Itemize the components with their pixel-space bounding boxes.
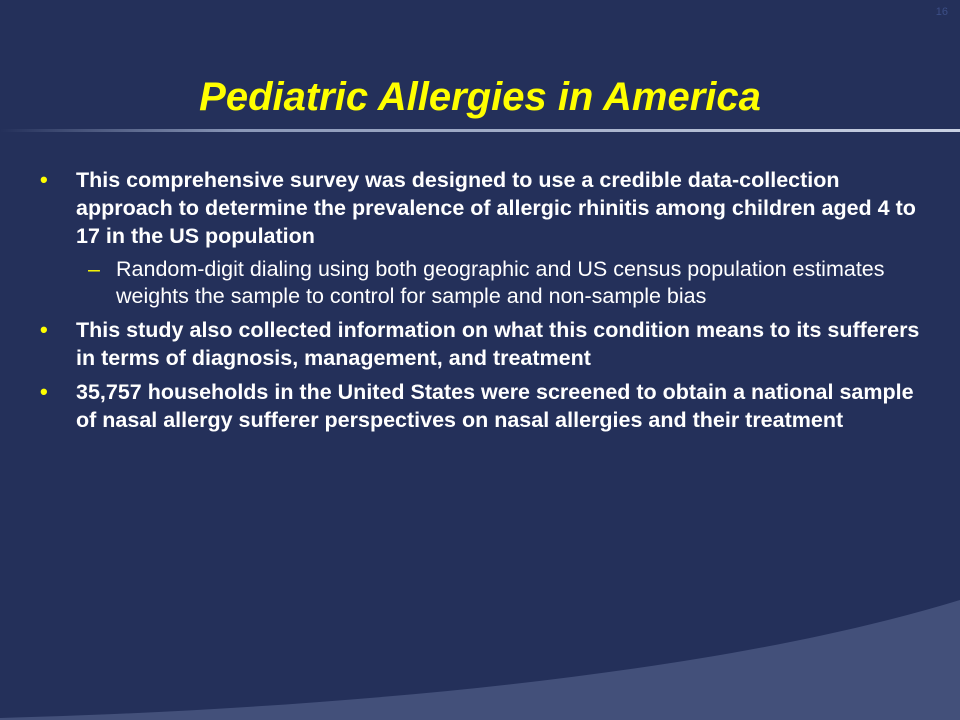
sub-bullet-text: Random-digit dialing using both geographic and US census population estimates weights the sample to control for sample and non-sample bias [116,257,885,308]
page-number: 16 [935,6,948,18]
bullet-icon: • [40,317,48,342]
decorative-swoosh [0,560,960,720]
sub-bullet-item [40,256,920,310]
title-divider [0,127,960,135]
bullet-icon: • [40,167,48,192]
bullet-text: This study also collected information on what this condition means to its sufferers in terms of diagnosis, management, and treatment [76,318,920,370]
bullet-item [40,316,920,372]
bullet-list [40,166,920,440]
bullet-icon: • [40,379,48,404]
bullet-item [40,378,920,434]
bullet-text: This comprehensive survey was designed to use a credible data-collection approach to determine the prevalence of allergic rhinitis among children aged 4 to 17 in the US population [76,168,916,248]
dash-icon: – [88,257,100,281]
bullet-text: 35,757 households in the United States were screened to obtain a national sample of nasal allergy sufferer perspectives on nasal allergies and their treatment [76,380,914,432]
bullet-item [40,166,920,250]
slide-title: Pediatric Allergies in America [199,75,761,119]
